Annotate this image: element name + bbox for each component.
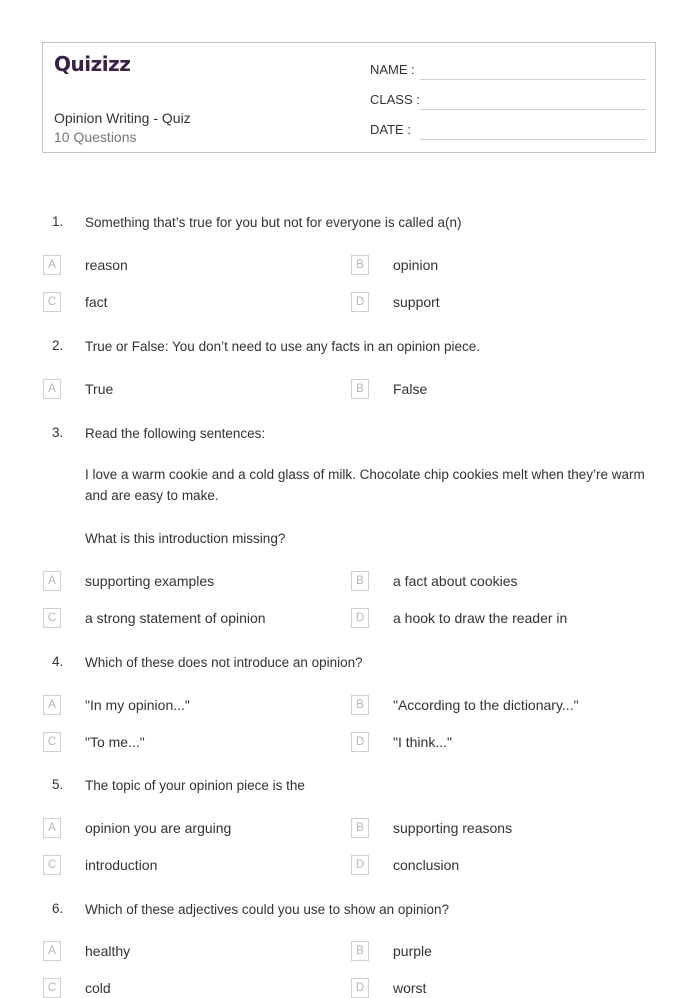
option-text: healthy (85, 943, 131, 959)
option-letter: B (351, 571, 369, 591)
question-number: 1. (52, 214, 64, 229)
option-text: opinion you are arguing (85, 820, 232, 836)
question-prompt: What is this introduction missing? (85, 531, 286, 546)
option-letter: D (351, 855, 369, 875)
class-label: CLASS : (370, 92, 420, 107)
option-letter: D (351, 292, 369, 312)
date-label: DATE : (370, 122, 411, 137)
question-text: Something that’s true for you but not for everyone is called a(n) (85, 215, 462, 230)
option-text: support (393, 294, 440, 310)
option-letter: B (351, 941, 369, 961)
option-letter: C (43, 608, 61, 628)
option-letter: C (43, 732, 61, 752)
question-count: 10 Questions (54, 129, 137, 145)
option-text: "According to the dictionary..." (393, 697, 579, 713)
option-text: fact (85, 294, 108, 310)
option-text: supporting reasons (393, 820, 513, 836)
option-letter: C (43, 292, 61, 312)
option-text: "I think..." (393, 734, 452, 750)
option-letter: C (43, 855, 61, 875)
option-letter: B (351, 255, 369, 275)
option-text: a strong statement of opinion (85, 610, 266, 626)
worksheet-header (42, 42, 656, 153)
option-text: False (393, 381, 428, 397)
name-line (420, 79, 646, 80)
class-field (370, 90, 646, 110)
question-number: 4. (52, 654, 64, 669)
question-number: 5. (52, 777, 64, 792)
option-text: True (85, 381, 114, 397)
class-line (420, 109, 646, 110)
question-text: True or False: You don’t need to use any facts in an opinion piece. (85, 339, 481, 354)
option-letter: B (351, 818, 369, 838)
option-letter: B (351, 379, 369, 399)
option-text: "In my opinion..." (85, 697, 190, 713)
question-number: 6. (52, 901, 64, 916)
option-text: "To me..." (85, 734, 145, 750)
option-letter: D (351, 608, 369, 628)
option-letter: A (43, 379, 61, 399)
question-number: 2. (52, 338, 64, 353)
quiz-title: Opinion Writing - Quiz (54, 110, 191, 126)
option-text: reason (85, 257, 128, 273)
question-text: Which of these does not introduce an opinion? (85, 655, 363, 670)
option-text: worst (393, 980, 427, 996)
option-text: purple (393, 943, 432, 959)
option-text: introduction (85, 857, 158, 873)
name-field (370, 60, 646, 80)
name-label: NAME : (370, 62, 415, 77)
option-text: a fact about cookies (393, 573, 518, 589)
option-letter: D (351, 732, 369, 752)
question-passage: I love a warm cookie and a cold glass of milk. Chocolate chip cookies melt when they’re warm and are easy to make. (85, 467, 645, 503)
option-text: opinion (393, 257, 439, 273)
option-letter: A (43, 255, 61, 275)
option-text: a hook to draw the reader in (393, 610, 568, 626)
option-letter: A (43, 818, 61, 838)
option-text: conclusion (393, 857, 460, 873)
option-letter: A (43, 941, 61, 961)
option-letter: A (43, 571, 61, 591)
option-letter: A (43, 695, 61, 715)
option-letter: B (351, 695, 369, 715)
option-text: supporting examples (85, 573, 215, 589)
question-text: Which of these adjectives could you use to show an opinion? (85, 902, 449, 917)
option-text: cold (85, 980, 111, 996)
question-text: The topic of your opinion piece is the (85, 778, 305, 793)
question-text: Read the following sentences: (85, 426, 266, 441)
question-number: 3. (52, 425, 64, 440)
date-line (420, 139, 646, 140)
option-letter: C (43, 978, 61, 998)
date-field (370, 120, 646, 140)
option-letter: D (351, 978, 369, 998)
quizizz-logo: Quizizz (54, 52, 131, 76)
